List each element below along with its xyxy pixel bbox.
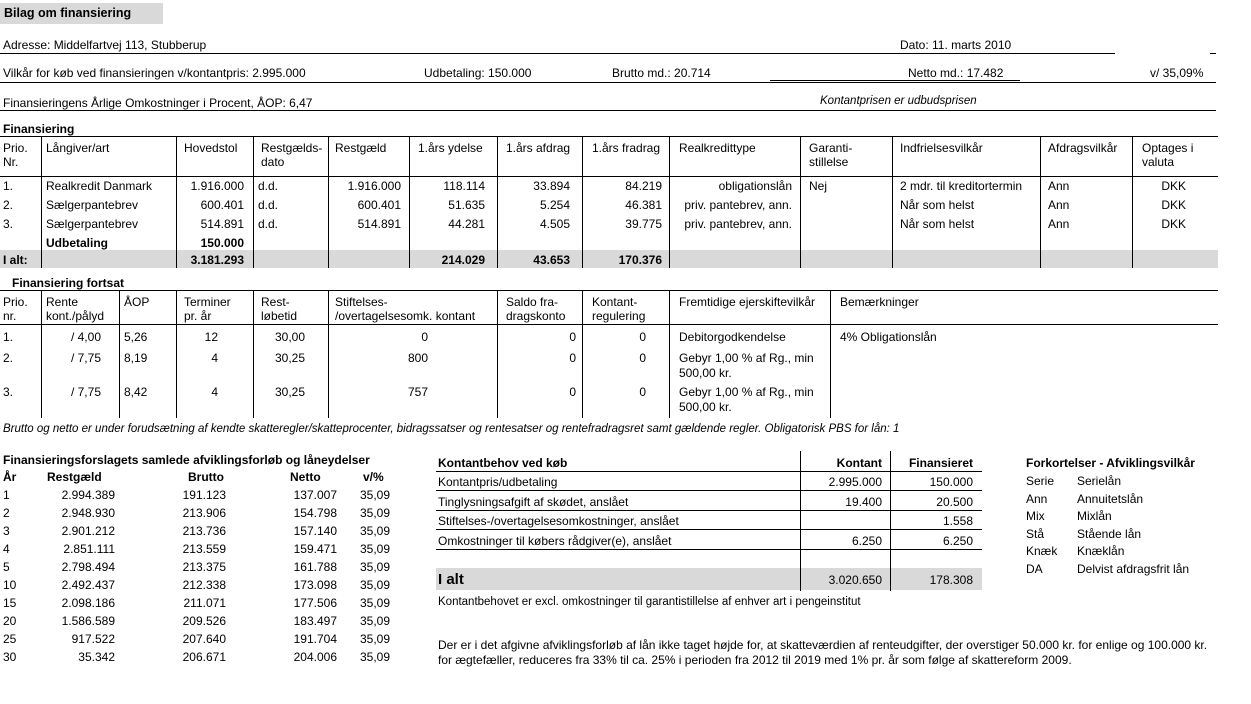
schedule-cell: 35,09 [359, 596, 390, 610]
cash-row-fin: 20.500 [936, 494, 973, 509]
schedule-cell: 1.586.589 [61, 614, 115, 628]
financing-header: Optages i valuta [1142, 141, 1194, 169]
table-cell: 757 [407, 385, 428, 399]
schedule-cell: 15 [3, 596, 17, 610]
table-cell: Sælgerpantebrev [46, 198, 139, 212]
abbr-code: Knæk [1026, 544, 1058, 558]
financing-cont-header: Rente kont./pålyd [46, 295, 105, 323]
schedule-cell: 1 [3, 488, 10, 502]
schedule-cell: 177.506 [293, 596, 337, 610]
rule [436, 529, 982, 530]
abbr-meaning: Serielån [1077, 474, 1122, 488]
table-cell: 2. [3, 351, 14, 365]
abbr-title: Forkortelser - Afviklingsvilkår [1026, 456, 1195, 470]
terms-gross: Brutto md.: 20.714 [612, 66, 711, 80]
terms-net: Netto md.: 17.482 [908, 66, 1004, 80]
column-rule [1132, 250, 1133, 268]
cash-total-label: I alt [438, 571, 464, 588]
table-cell: 2 mdr. til kreditortermin [900, 179, 1023, 193]
schedule-cell: 10 [3, 578, 17, 592]
table-cell: 84.219 [625, 179, 662, 193]
abbr-meaning: Delvist afdragsfrit lån [1077, 561, 1190, 576]
table-cell: 30,25 [274, 351, 305, 365]
aop-line: Finansieringens Årlige Omkostninger i Procent, ÅOP: 6,47 [3, 96, 313, 110]
table-cell: / 7,75 [70, 385, 101, 399]
table-cell: DKK [1161, 217, 1186, 231]
cash-col-kontant: Kontant [836, 456, 882, 470]
cash-total-kontant: 3.020.650 [828, 573, 882, 587]
table-cell: 1.916.000 [347, 179, 401, 193]
aop-note: Kontantprisen er udbudsprisen [820, 95, 977, 107]
table-cell: Debitorgodkendelse [679, 330, 786, 344]
column-rule [669, 136, 670, 268]
table-cell: 4 [211, 385, 218, 399]
schedule-cell: 35,09 [359, 650, 390, 664]
schedule-cell: 191.704 [293, 632, 337, 646]
cash-row-fin: 6.250 [942, 533, 973, 548]
table-cell: / 4,00 [70, 330, 101, 344]
rule [436, 510, 982, 511]
financing-cont-header: Rest- løbetid [261, 295, 298, 323]
schedule-cell: 35,09 [359, 560, 390, 574]
financing-header: Långiver/art [46, 141, 110, 155]
column-rule [176, 250, 177, 268]
table-cell: 30,00 [274, 330, 305, 344]
table-cell: 800 [407, 351, 428, 365]
cash-row-kontant: 6.250 [851, 533, 882, 548]
column-rule [1040, 250, 1041, 268]
column-rule [41, 250, 42, 268]
cash-row-label: Stiftelses-/overtagelsesomkostninger, anslået [438, 514, 679, 528]
schedule-cell: 173.098 [293, 578, 337, 592]
table-cell: Når som helst [900, 217, 975, 231]
abbr-meaning: Mixlån [1077, 509, 1112, 523]
schedule-cell: 207.640 [182, 632, 226, 646]
table-cell: 8,19 [124, 351, 148, 365]
date: Dato: 11. marts 2010 [900, 38, 1012, 52]
table-cell: Nej [809, 179, 828, 193]
schedule-cell: 206.671 [182, 650, 226, 664]
column-rule [669, 290, 670, 418]
total-afdrag: 43.653 [533, 253, 570, 267]
schedule-cell: 183.497 [293, 614, 337, 628]
table-cell: d.d. [258, 217, 279, 231]
abbr-meaning: Stående lån [1077, 526, 1142, 541]
abbr-meaning: Knæklån [1077, 544, 1125, 558]
schedule-cell: 2.901.212 [61, 524, 115, 538]
column-rule [409, 250, 410, 268]
schedule-cell: 157.140 [293, 524, 337, 538]
table-cell: 514.891 [357, 217, 401, 231]
table-cell: 30,25 [274, 385, 305, 399]
schedule-cell: 30 [3, 650, 17, 664]
table-cell: 33.894 [533, 179, 570, 193]
table-cell: d.d. [258, 198, 279, 212]
table-cell: 0 [569, 385, 576, 399]
schedule-cell: 137.007 [293, 488, 337, 502]
financing-header: 1.års ydelse [418, 141, 483, 155]
table-cell: 0 [639, 330, 646, 344]
column-rule [800, 136, 801, 268]
schedule-cell: 209.526 [182, 614, 226, 628]
rule [0, 136, 1218, 137]
column-rule [830, 290, 831, 418]
schedule-cell: 159.471 [293, 542, 337, 556]
cash-row-kontant: 19.400 [845, 494, 882, 509]
schedule-cell: 191.123 [182, 488, 226, 502]
schedule-cell: 213.736 [182, 524, 226, 538]
terms-rate: v/ 35,09% [1150, 66, 1204, 80]
rule [436, 549, 982, 550]
financing-header: Garanti- stillelse [809, 141, 853, 169]
table-cell: 0 [639, 351, 646, 365]
table-cell: 600.401 [357, 198, 401, 212]
schedule-cell: 154.798 [293, 506, 337, 520]
schedule-header: Restgæld [47, 470, 102, 484]
schedule-cell: 35.342 [78, 650, 115, 664]
schedule-header: År [3, 470, 17, 484]
column-rule [582, 250, 583, 268]
terms-purchase: Vilkår for køb ved finansieringen v/kontantpris: 2.995.000 [3, 66, 306, 80]
table-cell: 12 [204, 330, 218, 344]
column-rule [253, 136, 254, 268]
tax-note: Der er i det afgivne afviklingsforløb af lån ikke taget højde for, at skatteværdien af renteudgifter, der overstiger 50.000 kr. for enlige og 100.000 kr. for ægtefæller, reduceres fra 33% til ca. 25% i perioden fra 2012 til 2019 med 1% pr. år som følge af skattereform 2009. [438, 638, 1208, 667]
financing-header: Prio. Nr. [3, 141, 28, 169]
abbr-code: Stå [1026, 526, 1045, 541]
schedule-cell: 204.006 [293, 650, 337, 664]
schedule-cell: 2.492.437 [61, 578, 115, 592]
table-cell: 1.916.000 [190, 179, 244, 193]
table-cell: Gebyr 1,00 % af Rg., min 500,00 kr. [679, 385, 814, 414]
terms-down: Udbetaling: 150.000 [424, 66, 532, 80]
cash-col-fin: Finansieret [908, 456, 973, 470]
schedule-cell: 2 [3, 506, 10, 520]
schedule-cell: 2.994.389 [61, 488, 115, 502]
total-fradrag: 170.376 [618, 253, 662, 267]
column-rule [892, 250, 893, 268]
financing-header: Indfrielsesvilkår [900, 141, 983, 155]
cash-row-fin: 1.558 [942, 514, 973, 528]
column-rule [892, 136, 893, 268]
cash-row-label: Omkostninger til købers rådgiver(e), anslået [438, 533, 672, 548]
table-cell: 51.635 [448, 198, 485, 212]
financing-header: Hovedstol [184, 141, 238, 155]
address: Adresse: Middelfartvej 113, Stubberup [3, 38, 207, 52]
financing-header: Realkredittype [679, 141, 756, 155]
table-cell: 46.381 [625, 198, 662, 212]
financing-header: Restgæld [335, 141, 387, 155]
financing-cont-header: ÅOP [124, 295, 150, 309]
table-cell: Gebyr 1,00 % af Rg., min 500,00 kr. [679, 351, 814, 380]
financing-cont-header: Stiftelses- /overtagelsesomk. kontant [335, 295, 476, 323]
schedule-cell: 3 [3, 524, 10, 538]
table-cell: Ann [1048, 198, 1070, 212]
total-label: I alt: [3, 253, 28, 267]
schedule-cell: 35,09 [359, 542, 390, 556]
rule [0, 290, 1218, 291]
table-cell: obligationslån [718, 179, 792, 193]
schedule-cell: 35,09 [359, 632, 390, 646]
schedule-header: Brutto [188, 470, 224, 484]
footnote: Brutto og netto er under forudsætning af kendte skatteregler/skatteprocenter, bidragssatser og rentesatser og rentefradragsret samt gældende regler. Obligatorisk PBS for lån: 1 [3, 423, 900, 435]
schedule-cell: 2.948.930 [61, 506, 115, 520]
financing-header: 1.års fradrag [592, 141, 661, 155]
rule [436, 471, 982, 472]
schedule-cell: 35,09 [359, 578, 390, 592]
schedule-cell: 35,09 [359, 524, 390, 538]
cash-total-fin: 178.308 [929, 573, 973, 587]
table-cell: 0 [639, 385, 646, 399]
table-cell: 514.891 [200, 217, 244, 231]
abbr-code: Serie [1026, 474, 1055, 488]
schedule-cell: 2.098.186 [61, 596, 115, 610]
table-cell: 0 [569, 351, 576, 365]
table-cell: Ann [1048, 217, 1070, 231]
table-cell: Når som helst [900, 198, 975, 212]
column-rule [800, 250, 801, 268]
table-cell: Realkredit Danmark [46, 179, 153, 193]
rule [0, 324, 1218, 325]
document-title: Bilag om finansiering [0, 3, 163, 24]
financing-header: 1.års afdrag [506, 141, 571, 155]
abbr-meaning: Annuitetslån [1077, 491, 1144, 506]
table-cell: 2. [3, 198, 14, 212]
rule [0, 176, 1218, 177]
table-cell: 4% Obligationslån [840, 330, 937, 344]
cash-row-label: Tinglysningsafgift af skødet, anslået [438, 494, 629, 509]
table-cell: 4 [211, 351, 218, 365]
schedule-cell: 2.798.494 [61, 560, 115, 574]
table-cell: 44.281 [448, 217, 485, 231]
total-ydelse: 214.029 [441, 253, 485, 267]
financing-cont-header: Kontant- regulering [592, 295, 646, 323]
column-rule [328, 250, 329, 268]
table-cell: 8,42 [124, 385, 148, 399]
abbr-code: DA [1026, 561, 1043, 576]
financing-cont-header: Bemærkninger [840, 295, 919, 309]
table-cell: 118.114 [443, 179, 485, 193]
schedule-cell: 213.559 [182, 542, 226, 556]
table-cell: DKK [1161, 198, 1186, 212]
schedule-header: Netto [290, 470, 321, 484]
cash-note: Kontantbehovet er excl. omkostninger til garantistillelse af enhver art i pengeinstitut [438, 596, 861, 608]
schedule-cell: 35,09 [359, 506, 390, 520]
udbetaling-value: 150.000 [200, 236, 244, 250]
schedule-header: v/% [363, 470, 384, 484]
column-rule [41, 136, 42, 268]
schedule-cell: 211.071 [183, 596, 226, 610]
table-cell: 4.505 [539, 217, 570, 231]
table-cell: 0 [421, 330, 428, 344]
column-rule [669, 250, 670, 268]
financing-cont-header: Prio. nr. [3, 295, 28, 323]
table-cell: 1. [3, 179, 14, 193]
financing-title: Finansiering [3, 122, 75, 136]
schedule-cell: 161.788 [293, 560, 337, 574]
cash-title: Kontantbehov ved køb [438, 456, 568, 470]
financing-header: Afdragsvilkår [1048, 141, 1118, 155]
cash-row-label: Kontantpris/udbetaling [438, 475, 558, 489]
financing-cont-header: Fremtidige ejerskiftevilkår [679, 295, 816, 309]
financing-header: Restgælds- dato [261, 141, 323, 169]
cash-row-fin: 150.000 [929, 475, 973, 489]
total-hovedstol: 3.181.293 [190, 253, 244, 267]
schedule-cell: 917.522 [71, 632, 115, 646]
table-cell: 39.775 [625, 217, 662, 231]
cash-row-kontant: 2.995.000 [828, 475, 882, 489]
udbetaling-label: Udbetaling [46, 236, 108, 250]
table-cell: 600.401 [200, 198, 244, 212]
schedule-cell: 35,09 [359, 614, 390, 628]
schedule-cell: 4 [3, 542, 10, 556]
schedule-cell: 20 [3, 614, 17, 628]
table-cell: / 7,75 [70, 351, 101, 365]
schedule-title: Finansieringsforslagets samlede afviklingsforløb og låneydelser [3, 453, 370, 467]
table-cell: 1. [3, 330, 14, 344]
table-cell: Sælgerpantebrev [46, 217, 139, 231]
column-rule [497, 250, 498, 268]
table-cell: DKK [1161, 179, 1186, 193]
schedule-cell: 2.851.111 [63, 542, 115, 556]
abbr-code: Ann [1026, 491, 1048, 506]
schedule-cell: 213.375 [182, 560, 226, 574]
schedule-cell: 35,09 [359, 488, 390, 502]
table-cell: priv. pantebrev, ann. [684, 217, 792, 231]
schedule-cell: 5 [3, 560, 10, 574]
financing-cont-header: Terminer pr. år [184, 295, 231, 323]
schedule-cell: 213.906 [182, 506, 226, 520]
table-cell: d.d. [258, 179, 279, 193]
table-cell: 3. [3, 385, 14, 399]
financing-cont-header: Saldo fra- dragskonto [506, 295, 566, 323]
table-cell: 0 [569, 330, 576, 344]
table-cell: Ann [1048, 179, 1070, 193]
schedule-cell: 25 [3, 632, 17, 646]
rule [436, 490, 982, 491]
schedule-cell: 212.338 [182, 578, 226, 592]
table-cell: 3. [3, 217, 14, 231]
table-cell: 5,26 [124, 330, 148, 344]
financing-cont-title: Finansiering fortsat [12, 276, 125, 290]
table-cell: 5.254 [539, 198, 570, 212]
abbr-code: Mix [1026, 509, 1045, 523]
column-rule [1040, 136, 1041, 268]
table-cell: priv. pantebrev, ann. [684, 198, 792, 212]
column-rule [253, 250, 254, 268]
